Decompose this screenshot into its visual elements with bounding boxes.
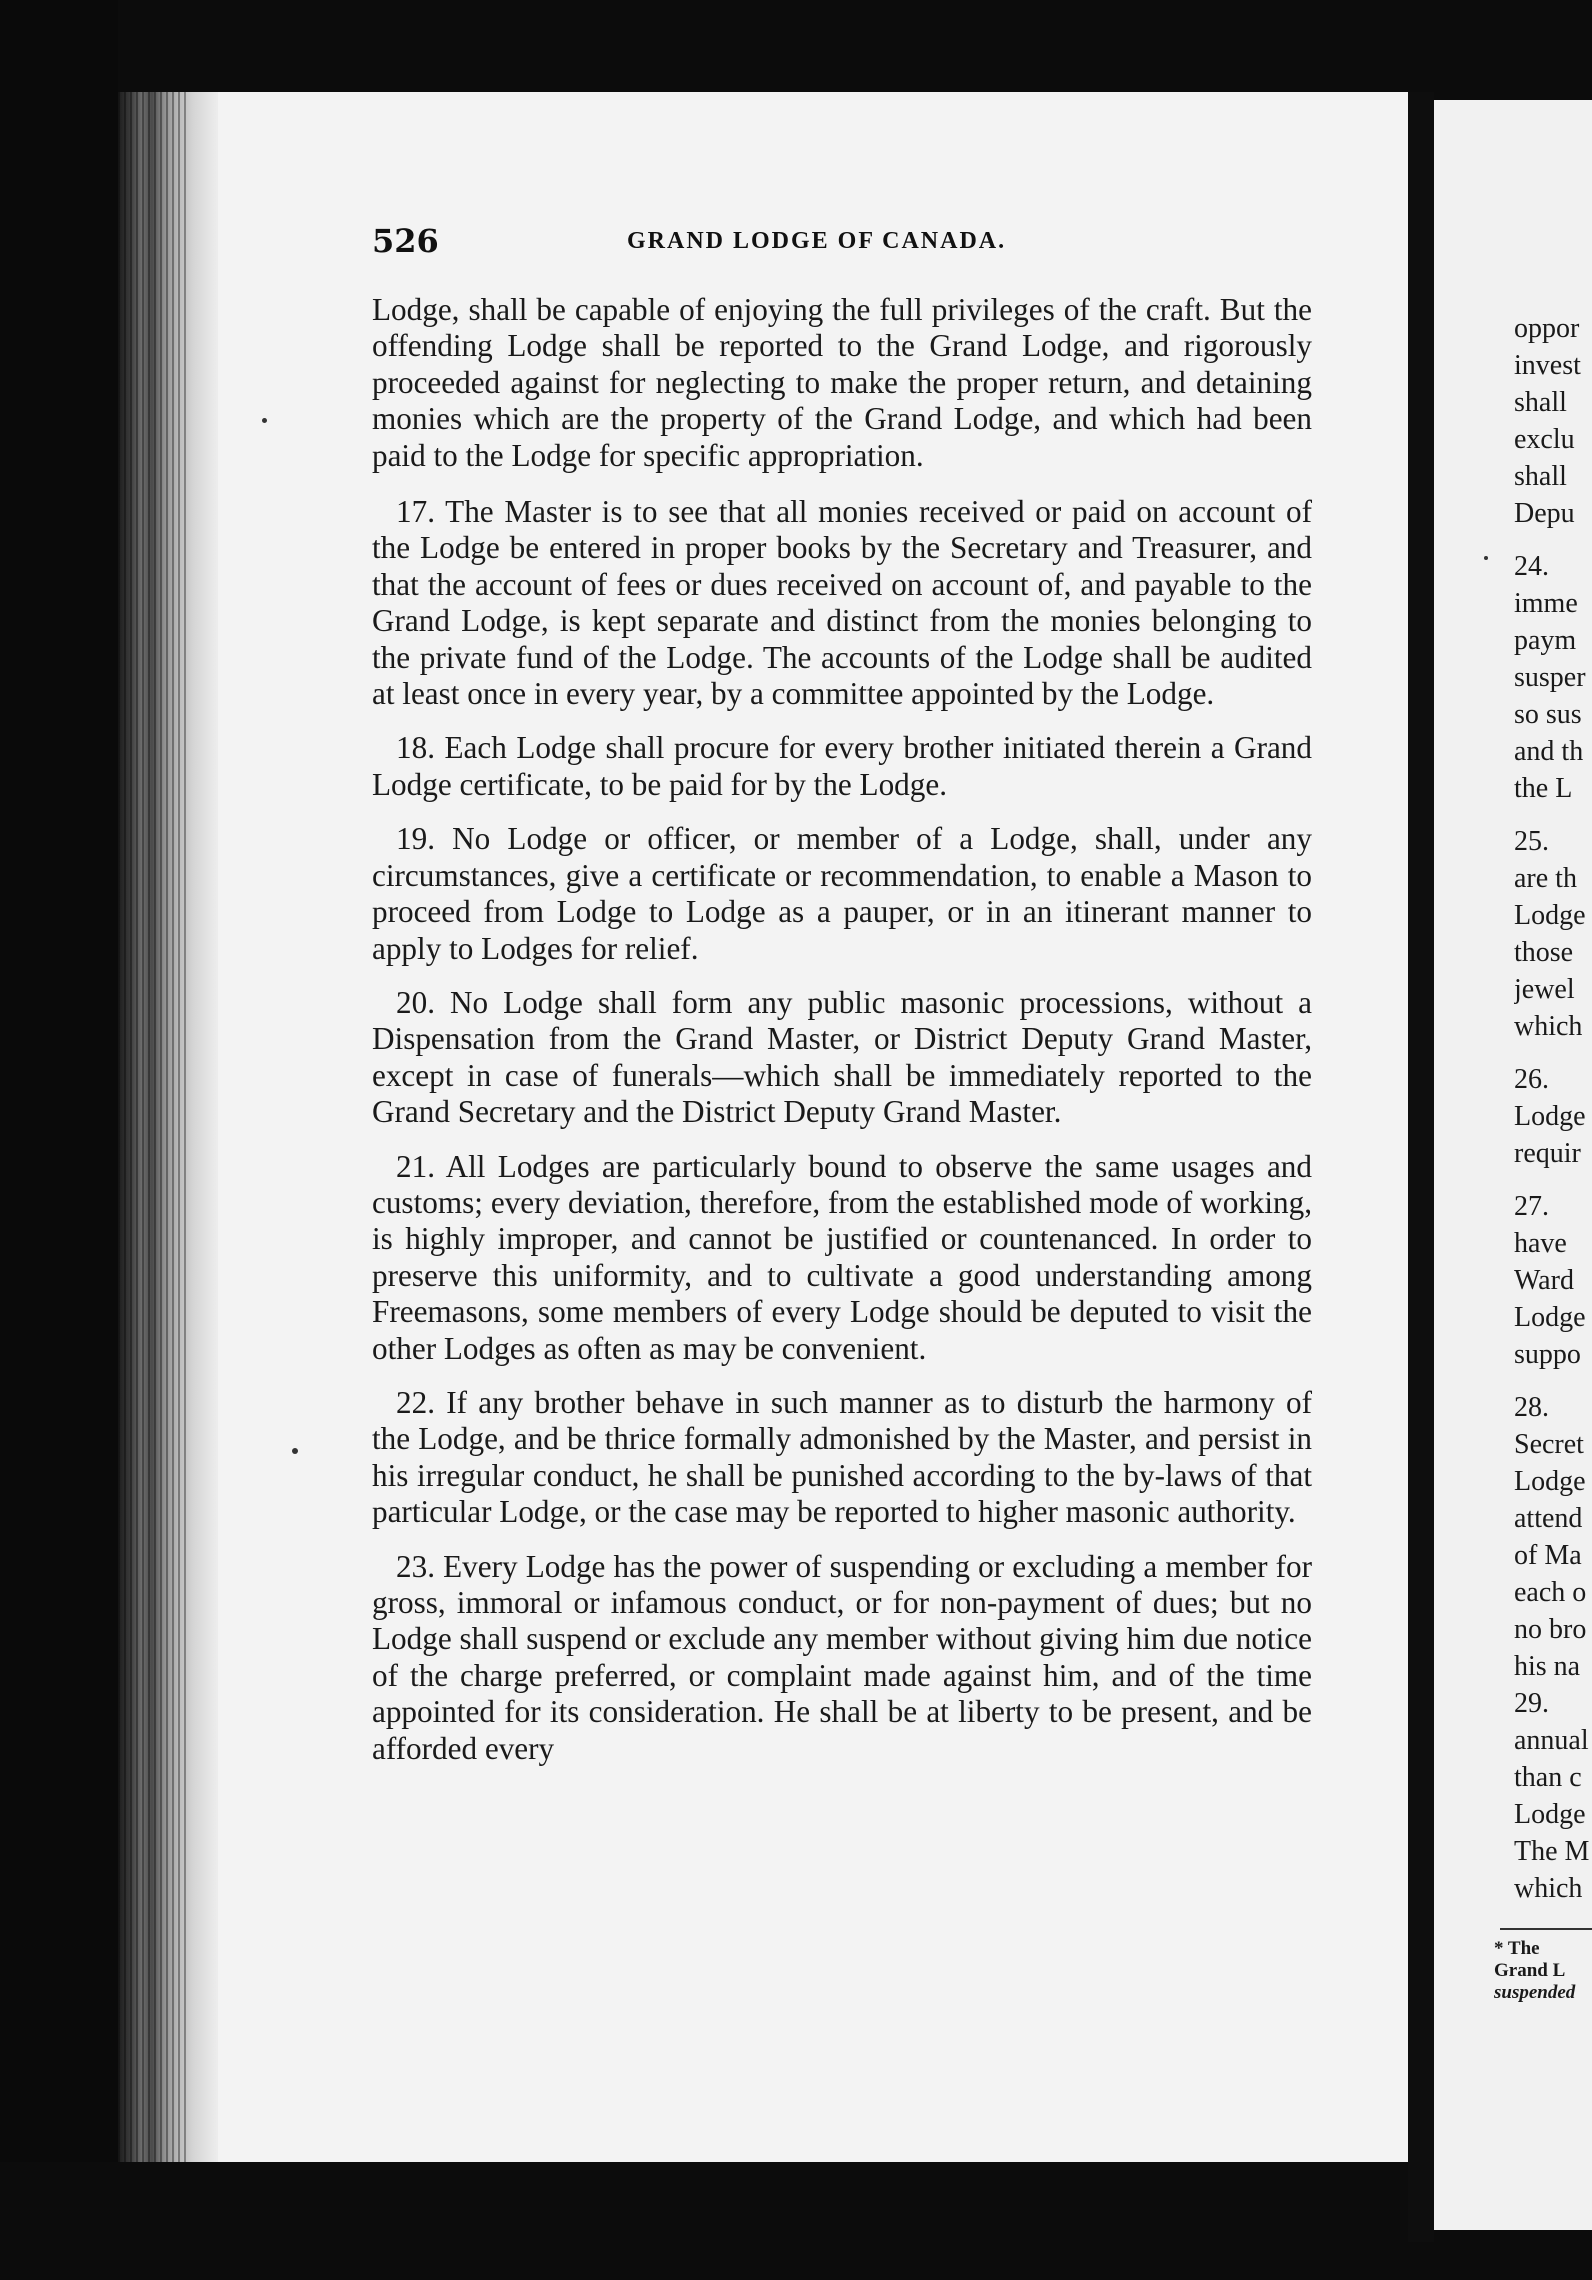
right-page-line-fragment: Ward <box>1514 1265 1574 1296</box>
right-page-line-fragment: each o <box>1514 1577 1587 1608</box>
paragraph-20: 20. No Lodge shall form any public masonic processions, without a Dispensation from the Grand Master, or District Deputy Grand Master, except in case of funerals—which shall be immediately reported to the Grand Secretary and the District Deputy Grand Master. <box>372 984 1312 1130</box>
right-page-line-fragment: invest <box>1514 350 1581 381</box>
paragraph-continuation: Lodge, shall be capable of enjoying the full privileges of the craft. But the offending Lodge shall be reported to the Grand Lodge, and rigorously proceeded against for neglecting to make the proper return, and detaining monies which are the property of the Grand Lodge, and which had been paid to the Lodge for specific appropriation. <box>372 292 1312 473</box>
right-page-line-fragment: shall <box>1514 461 1567 492</box>
right-page-text-fragments <box>1514 310 1592 1907</box>
right-page-line-fragment: the L <box>1514 773 1573 804</box>
right-page-line-fragment: Lodge <box>1514 1466 1586 1497</box>
right-page-line-fragment: have <box>1514 1228 1567 1259</box>
right-page-line-fragment: Lodge <box>1514 900 1586 931</box>
right-page-line-fragment: attend <box>1514 1503 1583 1534</box>
footnote-rule <box>1500 1928 1592 1930</box>
footnote-line: Grand L <box>1494 1960 1566 1981</box>
right-page-line-fragment: which <box>1514 1011 1583 1042</box>
right-page-line-fragment: shall <box>1514 387 1567 418</box>
right-page-line-fragment: which <box>1514 1873 1583 1904</box>
right-page-line-fragment: Lodge <box>1514 1302 1586 1333</box>
main-text-column <box>372 292 1312 1785</box>
scan-speck <box>262 418 267 423</box>
right-page-line-fragment: than c <box>1514 1762 1582 1793</box>
right-page-line-fragment: those <box>1514 937 1574 968</box>
right-page-line-fragment: exclu <box>1514 424 1575 455</box>
right-page-line-fragment: oppor <box>1514 313 1580 344</box>
paragraph-gap <box>1514 807 1592 823</box>
right-page-line-fragment: suppo <box>1514 1339 1581 1370</box>
right-page-line-fragment: imme <box>1514 588 1578 619</box>
paragraph-22: 22. If any brother behave in such manner as to disturb the harmony of the Lodge, and be thrice formally admonished by the Master, and persist in his irregular conduct, he shall be punished according to the by-laws of that particular Lodge, or the case may be reported to higher masonic authority. <box>372 1384 1312 1530</box>
right-page-footnote <box>1494 1938 1592 2004</box>
paragraph-gap <box>1514 1045 1592 1061</box>
scan-speck <box>292 1448 298 1454</box>
page-divider <box>1408 92 1434 2242</box>
page-number: 526 <box>372 222 439 260</box>
scan-border-left <box>0 0 118 2280</box>
paragraph-19: 19. No Lodge or officer, or member of a Lodge, shall, under any circumstances, give a certificate or recommendation, to enable a Mason to proceed from Lodge to Lodge as a pauper, or in an itinerant manner to apply to Lodges for relief. <box>372 821 1312 966</box>
right-page-line-fragment: 25. <box>1514 826 1549 857</box>
right-page-line-fragment: Lodge <box>1514 1101 1586 1132</box>
paragraph-gap <box>1514 1373 1592 1389</box>
paragraph-21: 21. All Lodges are particularly bound to observe the same usages and customs; every deviation, therefore, from the established mode of working, is highly improper, and cannot be justified or countenanced. In order to preserve this uniformity, and to cultivate a good understanding among Freemasons, some members of every Lodge should be deputed to visit the other Lodges as often as may be convenient. <box>372 1148 1312 1366</box>
right-page-line-fragment: Lodge <box>1514 1799 1586 1830</box>
right-page-line-fragment: The M <box>1514 1836 1590 1867</box>
right-page-line-fragment: 29. <box>1514 1688 1549 1719</box>
right-page-line-fragment: so sus <box>1514 699 1582 730</box>
right-page-line-fragment: 24. <box>1514 551 1549 582</box>
footnote-line: suspended <box>1494 1982 1576 2003</box>
right-page-line-fragment: susper <box>1514 662 1586 693</box>
paragraph-23: 23. Every Lodge has the power of suspending or excluding a member for gross, immoral or infamous conduct, or for non-payment of dues; but no Lodge shall suspend or exclude any member without giving him due notice of the charge preferred, or complaint made against him, and of the time appointed for its consideration. He shall be at liberty to be present, and be afforded every <box>372 1548 1312 1766</box>
right-page-line-fragment: paym <box>1514 625 1577 656</box>
paragraph-18: 18. Each Lodge shall procure for every brother initiated therein a Grand Lodge certificate, to be paid for by the Lodge. <box>372 730 1312 802</box>
right-page-line-fragment: requir <box>1514 1138 1581 1169</box>
right-page-line-fragment: 26. <box>1514 1064 1549 1095</box>
right-page-line-fragment: Depu <box>1514 498 1575 529</box>
binding-texture <box>118 92 188 2162</box>
running-head: GRAND LODGE OF CANADA. <box>627 228 1007 254</box>
right-page-line-fragment: are th <box>1514 863 1577 894</box>
paragraph-gap <box>1514 532 1592 548</box>
right-page-line-fragment: his na <box>1514 1651 1581 1682</box>
right-page-line-fragment: jewel <box>1514 974 1575 1005</box>
paragraph-17: 17. The Master is to see that all monies received or paid on account of the Lodge be entered in proper books by the Secretary and Treasurer, and that the account of fees or dues received on account of, and payable to the Grand Lodge, is kept separate and distinct from the monies belonging to the private fund of the Lodge. The accounts of the Lodge shall be audited at least once in every year, by a committee appointed by the Lodge. <box>372 494 1312 712</box>
paragraph-gap <box>1514 1172 1592 1188</box>
right-page-line-fragment: of Ma <box>1514 1540 1582 1571</box>
scan-border-bottom <box>0 2162 1408 2280</box>
right-page-line-fragment: 28. <box>1514 1392 1549 1423</box>
right-page-line-fragment: no bro <box>1514 1614 1587 1645</box>
right-page-line-fragment: annual <box>1514 1725 1589 1756</box>
right-page-line-fragment: Secret <box>1514 1429 1584 1460</box>
scan-speck <box>1484 556 1488 560</box>
right-page-line-fragment: 27. <box>1514 1191 1549 1222</box>
page-header <box>372 222 1322 262</box>
right-page-line-fragment: and th <box>1514 736 1584 767</box>
footnote-line: * The <box>1494 1938 1540 1959</box>
